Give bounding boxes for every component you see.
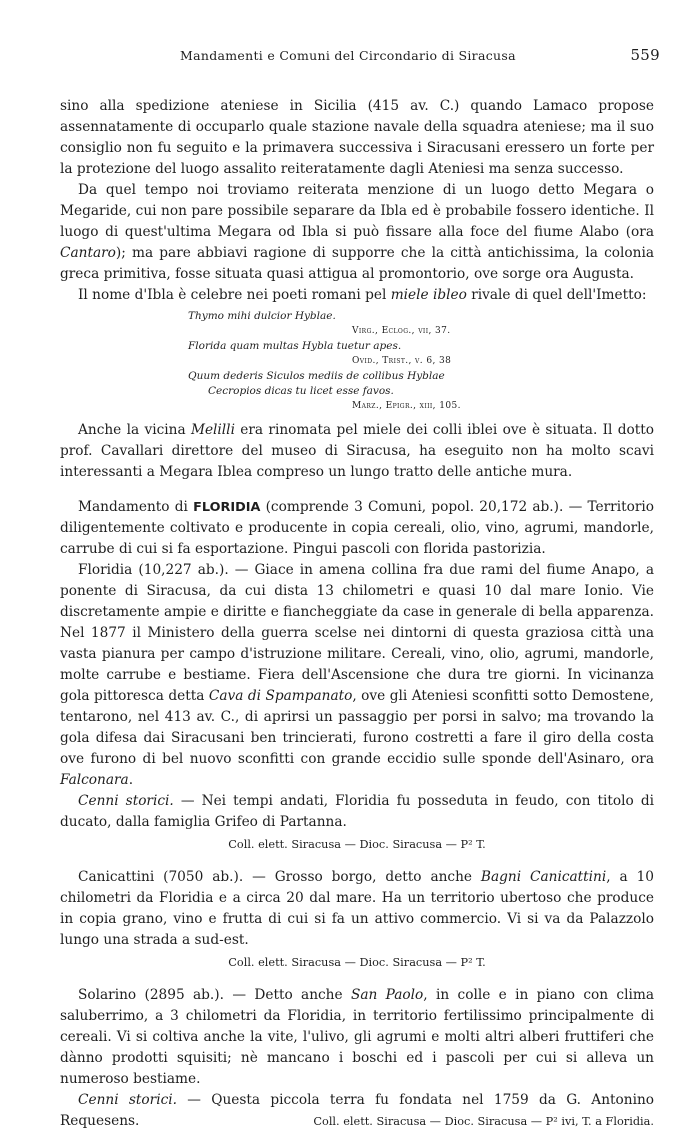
paragraph-ibla <box>60 285 654 306</box>
paragraph-floridia <box>60 560 654 791</box>
mandamento-floridia <box>60 497 654 560</box>
quote-source: Ovid., Trist., v. 6, 38 <box>352 356 452 366</box>
paragraph-text: . <box>128 772 134 788</box>
quote-line: Thymo mihi dulcior Hyblae. <box>188 310 336 322</box>
paragraph-text: sino alla spedizione ateniese in Sicilia (415 av. C.) quando Lamaco propose assennatamente di occuparlo quale stazione navale della squadra ateniese; ma il suo consiglio non fu seguito e la primavera successiva i Siracusani eressero un forte per la protezione del luogo assalito reiteratamente dagli Ateniesi ma senza successo. <box>60 98 654 177</box>
paragraph-text: rivale di quel dell'Imetto: <box>466 287 647 303</box>
paragraph-text: (comprende 3 Comuni, popol. 20,172 ab.). — Territorio diligentemente coltivato e producente in copia cereali, olio, vino, agrumi, mandorle, carrube di cui si fa esportazione. Pingui pascoli con florida pastorizia. <box>60 499 655 557</box>
section-heading: FLORIDIA <box>193 500 261 515</box>
cenni-storici-solarino <box>60 1090 654 1132</box>
admin-line: Coll. elett. Siracusa — Dioc. Siracusa — P² ivi, T. a Floridia. <box>313 1115 654 1128</box>
paragraph-text: Da quel tempo noi troviamo reiterata menzione di un luogo detto Megara o Megaride, cui non pare possibile separare da Ibla ed è probabile fossero identiche. Il luogo di quest'ultima Megara od Ibla si può fissare alla foce del fiume Alabo (ora <box>60 182 654 240</box>
admin-line: Coll. elett. Siracusa — Dioc. Siracusa — P² T. <box>228 838 486 851</box>
quote-line: Florida quam multas Hybla tuetur apes. <box>188 340 402 352</box>
italic-term: San Paolo <box>350 987 424 1003</box>
paragraph-megara <box>60 180 654 285</box>
italic-term: Melilli <box>190 422 235 438</box>
paragraph-text: Solarino (2895 ab.). — Detto anche <box>78 987 351 1003</box>
admin-line: Coll. elett. Siracusa — Dioc. Siracusa — P² T. <box>228 956 486 969</box>
section-lead: Mandamento di <box>78 499 194 515</box>
body-text <box>60 96 654 1132</box>
paragraph-text: Canicattini (7050 ab.). — Grosso borgo, detto anche <box>78 869 481 885</box>
paragraph-text: — Questa piccola terra fu fondata nel 1759 da G. Antonino Requesens. <box>60 1092 654 1129</box>
paragraph-text: ); ma pare abbiavi ragione di supporre che la città antichissima, la colonia greca primitiva, fosse situata quasi attigua al promontorio, ove sorge ora Augusta. <box>60 245 654 282</box>
quote-source: Marz., Epigr., xiii, 105. <box>352 401 461 411</box>
paragraph-spedizione <box>60 96 654 180</box>
latin-quotations <box>60 309 654 414</box>
quote-line: Quum dederis Siculos mediis de collibus Hyblae <box>188 370 445 382</box>
cenni-storici-label: Cenni storici. <box>78 1092 177 1108</box>
italic-term: Falconara <box>60 772 129 788</box>
paragraph-text: Anche la vicina <box>78 422 191 438</box>
italic-term: Cava di Spampanato <box>208 688 353 704</box>
page-number: 559 <box>630 46 660 64</box>
paragraph-text: era rinomata pel miele dei colli iblei ove è situata. Il dotto prof. Cavallari direttore del museo di Siracusa, ha eseguito non ha molto scavi interessanti a Megara Iblea compreso un lungo tratto delle antiche mura. <box>60 422 654 480</box>
quote-line: Cecropios dicas tu licet esse favos. <box>208 385 394 397</box>
running-head <box>60 44 660 68</box>
paragraph-melilli <box>60 420 654 483</box>
paragraph-text: Floridia (10,227 ab.). — Giace in amena collina fra due rami del fiume Anapo, a ponente di Siracusa, da cui dista 13 chilometri e quasi 10 dal mare Ionio. Vie discretamente ampie e diritte e fiancheggiate da case in generale di bella apparenza. Nel 1877 il Ministero della guerra scelse nei dintorni di questa graziosa città una vasta pianura per campo d'istruzione militare. Cereali, vino, olio, agrumi, mandorle, molte carrube e bestiame. Fiera dell'Ascensione che dura tre giorni. In vicinanza gola pittoresca detta <box>60 562 654 704</box>
cenni-storici-label: Cenni storici. <box>78 793 174 809</box>
paragraph-canicattini <box>60 867 654 951</box>
paragraph-text: Il nome d'Ibla è celebre nei poeti romani pel <box>78 287 391 303</box>
paragraph-text: , ove gli Ateniesi sconfitti sotto Demostene, tentarono, nel 413 av. C., di aprirsi un passaggio per porsi in salvo; ma trovando la gola difesa dai Siracusani ben trincierati, furono costretti a fare il giro della costa ove furono di bel nuovo sconfitti con grande eccidio sulle sponde dell'Asinaro, ora <box>60 688 654 767</box>
paragraph-text: , a 10 chilometri da Floridia e a circa 20 dal mare. Ha un territorio ubertoso che produce in copia grano, vino e frutta di cui si fa un attivo commercio. Vi si va da Palazzolo lungo una strada a sud-est. <box>60 869 654 948</box>
paragraph-text: , in colle e in piano con clima saluberrimo, a 3 chilometri da Floridia, in territorio fertilissimo principalmente di cereali. Vi si coltiva anche la vite, l'ulivo, gli agrumi e molti altri alberi fruttiferi che dànno prodotti squisiti; nè mancano i boschi ed i pascoli per cui si alleva un numeroso bestiame. <box>60 987 654 1087</box>
quote-source: Virg., Eclog., vii, 37. <box>352 326 451 336</box>
italic-term: Cantaro <box>60 245 116 261</box>
paragraph-solarino <box>60 985 654 1090</box>
italic-term: Bagni Canicattini <box>480 869 607 885</box>
paragraph-text: — Nei tempi andati, Floridia fu posseduta in feudo, con titolo di ducato, dalla famiglia Grifeo di Partanna. <box>60 793 654 830</box>
cenni-storici-floridia <box>60 791 654 833</box>
italic-term: miele ibleo <box>390 287 467 303</box>
running-title: Mandamenti e Comuni del Circondario di Siracusa <box>180 48 516 63</box>
